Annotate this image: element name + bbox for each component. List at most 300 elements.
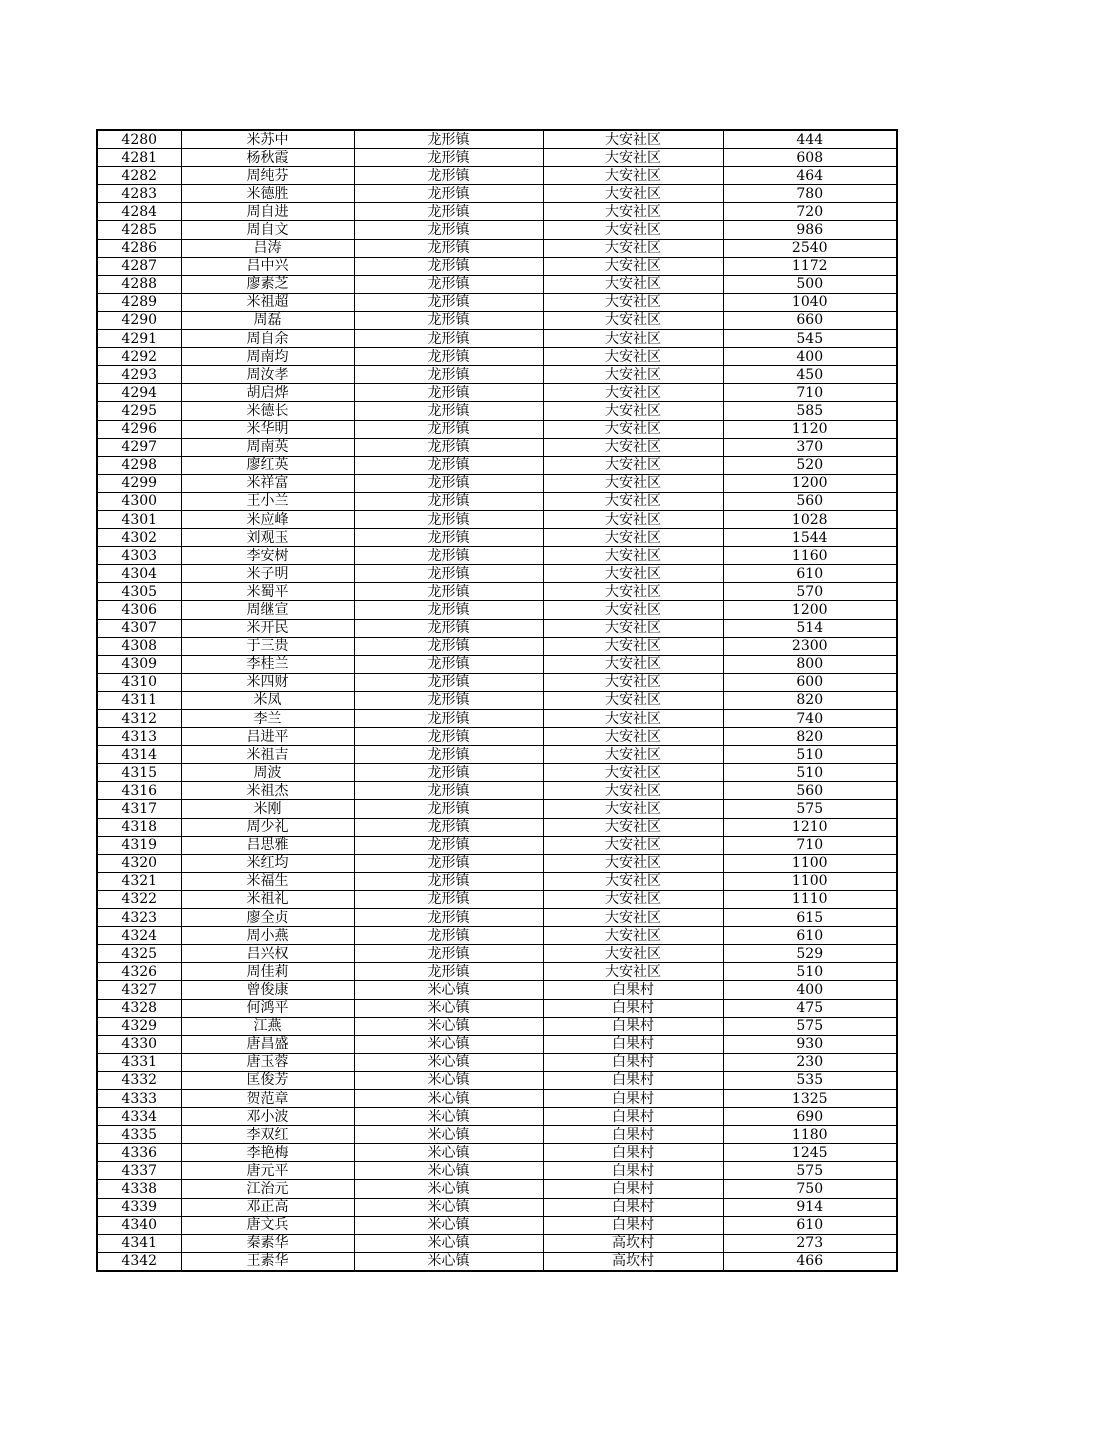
amount-cell: 370 xyxy=(723,438,897,456)
name-cell: 廖全贞 xyxy=(181,909,354,927)
name-cell: 唐元平 xyxy=(181,1162,354,1180)
name-cell: 江治元 xyxy=(181,1180,354,1198)
amount-cell: 585 xyxy=(723,402,897,420)
village-cell: 大安社区 xyxy=(543,203,723,221)
row-number-cell: 4329 xyxy=(97,1017,181,1035)
village-cell: 大安社区 xyxy=(543,691,723,709)
village-cell: 大安社区 xyxy=(543,890,723,908)
amount-cell: 510 xyxy=(723,746,897,764)
row-number-cell: 4292 xyxy=(97,348,181,366)
village-cell: 大安社区 xyxy=(543,800,723,818)
amount-cell: 930 xyxy=(723,1035,897,1053)
name-cell: 周小燕 xyxy=(181,927,354,945)
village-cell: 大安社区 xyxy=(543,655,723,673)
town-cell: 龙形镇 xyxy=(354,438,543,456)
table-row xyxy=(97,203,897,221)
table-row xyxy=(97,963,897,981)
town-cell: 龙形镇 xyxy=(354,782,543,800)
town-cell: 龙形镇 xyxy=(354,366,543,384)
village-cell: 大安社区 xyxy=(543,782,723,800)
row-number-cell: 4293 xyxy=(97,366,181,384)
table-row xyxy=(97,1017,897,1035)
amount-cell: 1245 xyxy=(723,1144,897,1162)
village-cell: 大安社区 xyxy=(543,474,723,492)
amount-cell: 1160 xyxy=(723,547,897,565)
amount-cell: 545 xyxy=(723,330,897,348)
name-cell: 周自余 xyxy=(181,330,354,348)
town-cell: 龙形镇 xyxy=(354,275,543,293)
name-cell: 周少礼 xyxy=(181,818,354,836)
table-row xyxy=(97,384,897,402)
name-cell: 米德长 xyxy=(181,402,354,420)
village-cell: 白果村 xyxy=(543,1180,723,1198)
name-cell: 何鸿平 xyxy=(181,999,354,1017)
town-cell: 龙形镇 xyxy=(354,130,543,149)
table-row xyxy=(97,1234,897,1252)
row-number-cell: 4330 xyxy=(97,1035,181,1053)
name-cell: 吕进平 xyxy=(181,728,354,746)
amount-cell: 820 xyxy=(723,728,897,746)
table-row xyxy=(97,872,897,890)
town-cell: 龙形镇 xyxy=(354,963,543,981)
name-cell: 杨秋霞 xyxy=(181,149,354,167)
town-cell: 龙形镇 xyxy=(354,167,543,185)
name-cell: 吕思雅 xyxy=(181,836,354,854)
name-cell: 米苏中 xyxy=(181,130,354,149)
table-row xyxy=(97,1126,897,1144)
name-cell: 于三贵 xyxy=(181,637,354,655)
town-cell: 米心镇 xyxy=(354,1089,543,1107)
town-cell: 龙形镇 xyxy=(354,710,543,728)
name-cell: 李艳梅 xyxy=(181,1144,354,1162)
name-cell: 米凤 xyxy=(181,691,354,709)
village-cell: 大安社区 xyxy=(543,221,723,239)
table-row xyxy=(97,130,897,149)
name-cell: 李安树 xyxy=(181,547,354,565)
name-cell: 米德胜 xyxy=(181,185,354,203)
row-number-cell: 4312 xyxy=(97,710,181,728)
row-number-cell: 4284 xyxy=(97,203,181,221)
table-row xyxy=(97,728,897,746)
amount-cell: 750 xyxy=(723,1180,897,1198)
amount-cell: 710 xyxy=(723,836,897,854)
village-cell: 大安社区 xyxy=(543,492,723,510)
village-cell: 大安社区 xyxy=(543,673,723,691)
town-cell: 米心镇 xyxy=(354,1053,543,1071)
row-number-cell: 4313 xyxy=(97,728,181,746)
table-row xyxy=(97,818,897,836)
village-cell: 白果村 xyxy=(543,1089,723,1107)
amount-cell: 1110 xyxy=(723,890,897,908)
village-cell: 大安社区 xyxy=(543,402,723,420)
table-row xyxy=(97,583,897,601)
town-cell: 龙形镇 xyxy=(354,185,543,203)
village-cell: 大安社区 xyxy=(543,927,723,945)
town-cell: 龙形镇 xyxy=(354,293,543,311)
amount-cell: 1100 xyxy=(723,854,897,872)
table-body xyxy=(97,130,897,1271)
town-cell: 龙形镇 xyxy=(354,239,543,257)
row-number-cell: 4328 xyxy=(97,999,181,1017)
town-cell: 龙形镇 xyxy=(354,691,543,709)
name-cell: 米红均 xyxy=(181,854,354,872)
town-cell: 龙形镇 xyxy=(354,221,543,239)
row-number-cell: 4333 xyxy=(97,1089,181,1107)
name-cell: 米祖吉 xyxy=(181,746,354,764)
amount-cell: 510 xyxy=(723,764,897,782)
village-cell: 大安社区 xyxy=(543,872,723,890)
amount-cell: 1210 xyxy=(723,818,897,836)
table-row xyxy=(97,239,897,257)
table-row xyxy=(97,456,897,474)
table-row xyxy=(97,565,897,583)
table-row xyxy=(97,1216,897,1234)
name-cell: 邓小波 xyxy=(181,1108,354,1126)
town-cell: 米心镇 xyxy=(354,1216,543,1234)
village-cell: 白果村 xyxy=(543,1162,723,1180)
town-cell: 龙形镇 xyxy=(354,149,543,167)
amount-cell: 1180 xyxy=(723,1126,897,1144)
table-row xyxy=(97,293,897,311)
table-row xyxy=(97,782,897,800)
amount-cell: 1100 xyxy=(723,872,897,890)
row-number-cell: 4323 xyxy=(97,909,181,927)
table-row xyxy=(97,438,897,456)
village-cell: 大安社区 xyxy=(543,529,723,547)
table-row xyxy=(97,510,897,528)
name-cell: 米刚 xyxy=(181,800,354,818)
table-row xyxy=(97,185,897,203)
town-cell: 龙形镇 xyxy=(354,764,543,782)
town-cell: 米心镇 xyxy=(354,1071,543,1089)
amount-cell: 575 xyxy=(723,800,897,818)
name-cell: 廖素芝 xyxy=(181,275,354,293)
amount-cell: 986 xyxy=(723,221,897,239)
table-row xyxy=(97,547,897,565)
town-cell: 龙形镇 xyxy=(354,348,543,366)
row-number-cell: 4298 xyxy=(97,456,181,474)
amount-cell: 690 xyxy=(723,1108,897,1126)
name-cell: 周汝孝 xyxy=(181,366,354,384)
row-number-cell: 4290 xyxy=(97,311,181,329)
amount-cell: 1028 xyxy=(723,510,897,528)
amount-cell: 510 xyxy=(723,963,897,981)
name-cell: 唐玉蓉 xyxy=(181,1053,354,1071)
name-cell: 米子明 xyxy=(181,565,354,583)
town-cell: 龙形镇 xyxy=(354,583,543,601)
name-cell: 吕中兴 xyxy=(181,257,354,275)
village-cell: 白果村 xyxy=(543,1126,723,1144)
amount-cell: 2300 xyxy=(723,637,897,655)
town-cell: 龙形镇 xyxy=(354,872,543,890)
amount-cell: 610 xyxy=(723,1216,897,1234)
village-cell: 大安社区 xyxy=(543,583,723,601)
town-cell: 米心镇 xyxy=(354,1035,543,1053)
name-cell: 刘观玉 xyxy=(181,529,354,547)
village-cell: 大安社区 xyxy=(543,185,723,203)
table-row xyxy=(97,402,897,420)
village-cell: 大安社区 xyxy=(543,619,723,637)
amount-cell: 400 xyxy=(723,981,897,999)
row-number-cell: 4281 xyxy=(97,149,181,167)
row-number-cell: 4294 xyxy=(97,384,181,402)
town-cell: 龙形镇 xyxy=(354,800,543,818)
row-number-cell: 4334 xyxy=(97,1108,181,1126)
row-number-cell: 4297 xyxy=(97,438,181,456)
name-cell: 江燕 xyxy=(181,1017,354,1035)
row-number-cell: 4337 xyxy=(97,1162,181,1180)
name-cell: 吕涛 xyxy=(181,239,354,257)
row-number-cell: 4342 xyxy=(97,1252,181,1271)
town-cell: 龙形镇 xyxy=(354,619,543,637)
row-number-cell: 4331 xyxy=(97,1053,181,1071)
table-row xyxy=(97,909,897,927)
table-row xyxy=(97,854,897,872)
name-cell: 周自文 xyxy=(181,221,354,239)
village-cell: 大安社区 xyxy=(543,384,723,402)
name-cell: 米华明 xyxy=(181,420,354,438)
village-cell: 大安社区 xyxy=(543,420,723,438)
name-cell: 周磊 xyxy=(181,311,354,329)
town-cell: 龙形镇 xyxy=(354,547,543,565)
amount-cell: 1040 xyxy=(723,293,897,311)
village-cell: 白果村 xyxy=(543,981,723,999)
row-number-cell: 4319 xyxy=(97,836,181,854)
row-number-cell: 4285 xyxy=(97,221,181,239)
town-cell: 龙形镇 xyxy=(354,637,543,655)
amount-cell: 514 xyxy=(723,619,897,637)
town-cell: 龙形镇 xyxy=(354,927,543,945)
town-cell: 米心镇 xyxy=(354,1108,543,1126)
name-cell: 米祖杰 xyxy=(181,782,354,800)
amount-cell: 780 xyxy=(723,185,897,203)
row-number-cell: 4310 xyxy=(97,673,181,691)
amount-cell: 464 xyxy=(723,167,897,185)
row-number-cell: 4307 xyxy=(97,619,181,637)
amount-cell: 560 xyxy=(723,492,897,510)
row-number-cell: 4283 xyxy=(97,185,181,203)
village-cell: 大安社区 xyxy=(543,239,723,257)
table-row xyxy=(97,836,897,854)
village-cell: 大安社区 xyxy=(543,275,723,293)
name-cell: 胡启烨 xyxy=(181,384,354,402)
village-cell: 白果村 xyxy=(543,1053,723,1071)
amount-cell: 475 xyxy=(723,999,897,1017)
town-cell: 龙形镇 xyxy=(354,456,543,474)
amount-cell: 610 xyxy=(723,927,897,945)
table-row xyxy=(97,673,897,691)
amount-cell: 800 xyxy=(723,655,897,673)
name-cell: 米祥富 xyxy=(181,474,354,492)
name-cell: 周自进 xyxy=(181,203,354,221)
name-cell: 李兰 xyxy=(181,710,354,728)
table-row xyxy=(97,1071,897,1089)
town-cell: 龙形镇 xyxy=(354,836,543,854)
row-number-cell: 4340 xyxy=(97,1216,181,1234)
name-cell: 李桂兰 xyxy=(181,655,354,673)
row-number-cell: 4289 xyxy=(97,293,181,311)
village-cell: 大安社区 xyxy=(543,836,723,854)
name-cell: 唐昌盛 xyxy=(181,1035,354,1053)
table-row xyxy=(97,529,897,547)
amount-cell: 710 xyxy=(723,384,897,402)
table-row xyxy=(97,945,897,963)
village-cell: 大安社区 xyxy=(543,348,723,366)
row-number-cell: 4320 xyxy=(97,854,181,872)
town-cell: 龙形镇 xyxy=(354,890,543,908)
name-cell: 周纯芬 xyxy=(181,167,354,185)
village-cell: 大安社区 xyxy=(543,547,723,565)
row-number-cell: 4309 xyxy=(97,655,181,673)
table-row xyxy=(97,330,897,348)
amount-cell: 600 xyxy=(723,673,897,691)
amount-cell: 1325 xyxy=(723,1089,897,1107)
table-row xyxy=(97,890,897,908)
name-cell: 米福生 xyxy=(181,872,354,890)
table-row xyxy=(97,1162,897,1180)
name-cell: 周波 xyxy=(181,764,354,782)
village-cell: 大安社区 xyxy=(543,510,723,528)
name-cell: 米开民 xyxy=(181,619,354,637)
village-cell: 白果村 xyxy=(543,1144,723,1162)
name-cell: 曾俊康 xyxy=(181,981,354,999)
amount-cell: 560 xyxy=(723,782,897,800)
amount-cell: 1120 xyxy=(723,420,897,438)
town-cell: 龙形镇 xyxy=(354,474,543,492)
amount-cell: 820 xyxy=(723,691,897,709)
village-cell: 大安社区 xyxy=(543,710,723,728)
table-row xyxy=(97,420,897,438)
amount-cell: 610 xyxy=(723,565,897,583)
row-number-cell: 4325 xyxy=(97,945,181,963)
village-cell: 大安社区 xyxy=(543,963,723,981)
name-cell: 周南英 xyxy=(181,438,354,456)
amount-cell: 575 xyxy=(723,1162,897,1180)
table-row xyxy=(97,1180,897,1198)
row-number-cell: 4315 xyxy=(97,764,181,782)
name-cell: 李双红 xyxy=(181,1126,354,1144)
row-number-cell: 4295 xyxy=(97,402,181,420)
row-number-cell: 4339 xyxy=(97,1198,181,1216)
village-cell: 白果村 xyxy=(543,1216,723,1234)
row-number-cell: 4282 xyxy=(97,167,181,185)
name-cell: 廖红英 xyxy=(181,456,354,474)
village-cell: 大安社区 xyxy=(543,130,723,149)
table-row xyxy=(97,927,897,945)
table-row xyxy=(97,366,897,384)
town-cell: 龙形镇 xyxy=(354,529,543,547)
village-cell: 大安社区 xyxy=(543,311,723,329)
name-cell: 米四财 xyxy=(181,673,354,691)
amount-cell: 230 xyxy=(723,1053,897,1071)
name-cell: 周佳莉 xyxy=(181,963,354,981)
name-cell: 米蜀平 xyxy=(181,583,354,601)
table-row xyxy=(97,746,897,764)
town-cell: 龙形镇 xyxy=(354,909,543,927)
village-cell: 大安社区 xyxy=(543,149,723,167)
row-number-cell: 4318 xyxy=(97,818,181,836)
amount-cell: 444 xyxy=(723,130,897,149)
town-cell: 龙形镇 xyxy=(354,420,543,438)
village-cell: 大安社区 xyxy=(543,728,723,746)
name-cell: 米祖礼 xyxy=(181,890,354,908)
town-cell: 龙形镇 xyxy=(354,402,543,420)
row-number-cell: 4280 xyxy=(97,130,181,149)
table-row xyxy=(97,492,897,510)
amount-cell: 466 xyxy=(723,1252,897,1271)
table-row xyxy=(97,619,897,637)
name-cell: 秦素华 xyxy=(181,1234,354,1252)
town-cell: 龙形镇 xyxy=(354,330,543,348)
data-table xyxy=(96,129,898,1272)
town-cell: 米心镇 xyxy=(354,1017,543,1035)
town-cell: 米心镇 xyxy=(354,1126,543,1144)
amount-cell: 615 xyxy=(723,909,897,927)
row-number-cell: 4332 xyxy=(97,1071,181,1089)
name-cell: 周南均 xyxy=(181,348,354,366)
row-number-cell: 4291 xyxy=(97,330,181,348)
town-cell: 龙形镇 xyxy=(354,746,543,764)
village-cell: 白果村 xyxy=(543,1198,723,1216)
row-number-cell: 4304 xyxy=(97,565,181,583)
village-cell: 大安社区 xyxy=(543,818,723,836)
amount-cell: 400 xyxy=(723,348,897,366)
amount-cell: 660 xyxy=(723,311,897,329)
town-cell: 龙形镇 xyxy=(354,818,543,836)
town-cell: 龙形镇 xyxy=(354,257,543,275)
amount-cell: 520 xyxy=(723,456,897,474)
village-cell: 大安社区 xyxy=(543,167,723,185)
village-cell: 白果村 xyxy=(543,1035,723,1053)
amount-cell: 575 xyxy=(723,1017,897,1035)
name-cell: 邓正高 xyxy=(181,1198,354,1216)
town-cell: 米心镇 xyxy=(354,1162,543,1180)
village-cell: 大安社区 xyxy=(543,746,723,764)
village-cell: 大安社区 xyxy=(543,565,723,583)
town-cell: 龙形镇 xyxy=(354,728,543,746)
village-cell: 白果村 xyxy=(543,999,723,1017)
row-number-cell: 4314 xyxy=(97,746,181,764)
town-cell: 米心镇 xyxy=(354,1180,543,1198)
village-cell: 大安社区 xyxy=(543,456,723,474)
table-row xyxy=(97,275,897,293)
row-number-cell: 4287 xyxy=(97,257,181,275)
row-number-cell: 4338 xyxy=(97,1180,181,1198)
village-cell: 白果村 xyxy=(543,1017,723,1035)
row-number-cell: 4303 xyxy=(97,547,181,565)
amount-cell: 608 xyxy=(723,149,897,167)
town-cell: 龙形镇 xyxy=(354,510,543,528)
amount-cell: 535 xyxy=(723,1071,897,1089)
table-row xyxy=(97,167,897,185)
table-row xyxy=(97,981,897,999)
table-row xyxy=(97,257,897,275)
table-row xyxy=(97,1035,897,1053)
row-number-cell: 4299 xyxy=(97,474,181,492)
row-number-cell: 4326 xyxy=(97,963,181,981)
amount-cell: 500 xyxy=(723,275,897,293)
name-cell: 贺范章 xyxy=(181,1089,354,1107)
town-cell: 龙形镇 xyxy=(354,673,543,691)
amount-cell: 450 xyxy=(723,366,897,384)
amount-cell: 740 xyxy=(723,710,897,728)
row-number-cell: 4308 xyxy=(97,637,181,655)
village-cell: 高坎村 xyxy=(543,1234,723,1252)
name-cell: 米应峰 xyxy=(181,510,354,528)
town-cell: 龙形镇 xyxy=(354,945,543,963)
village-cell: 大安社区 xyxy=(543,854,723,872)
row-number-cell: 4317 xyxy=(97,800,181,818)
